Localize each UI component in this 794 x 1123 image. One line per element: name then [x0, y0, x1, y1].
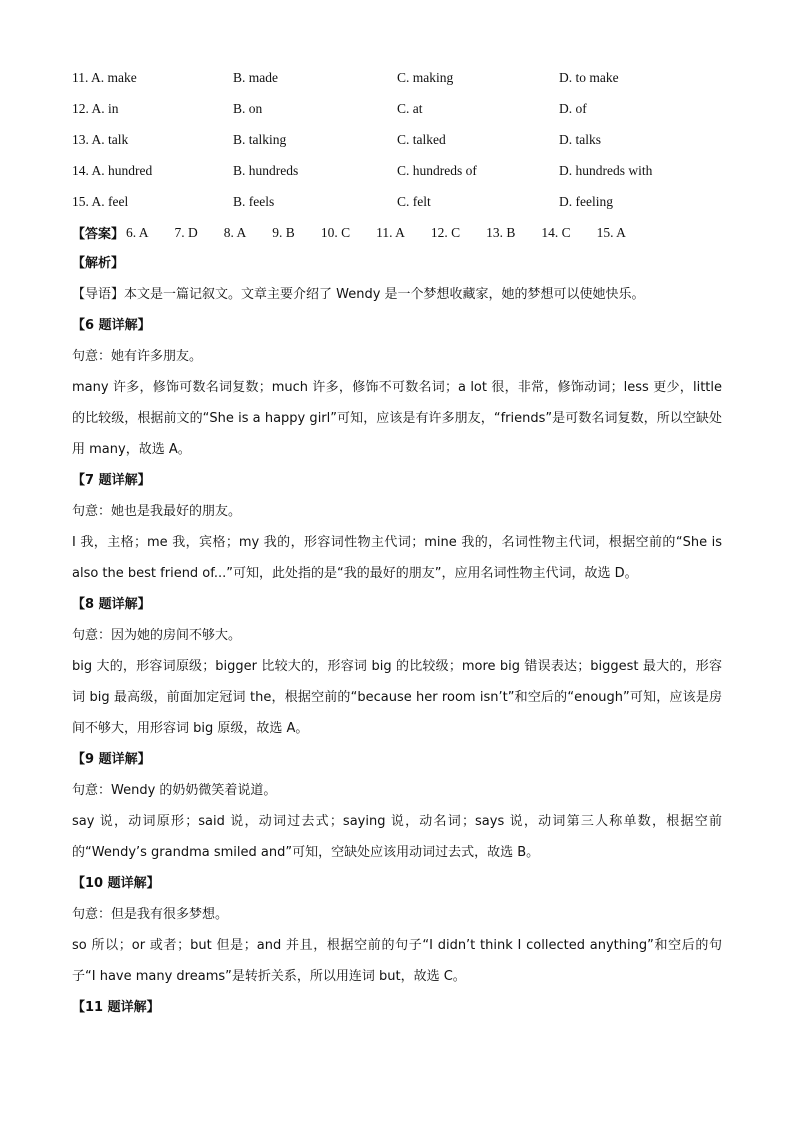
option-c: C. at: [397, 100, 423, 116]
answer-item: 7. D: [174, 224, 198, 240]
q10-explanation: so 所以；or 或者；but 但是；and 并且，根据空前的句子“I didn’t think I collected anything”和空后的句子“I have many dreams”是转折关系，所以用连词 but，故选 C。: [72, 938, 722, 984]
options-row-15: [72, 186, 722, 217]
q7-heading: 【7 题详解】: [72, 473, 151, 488]
option-b: B. on: [233, 100, 263, 116]
options-row-13: [72, 124, 722, 155]
option-a: 12. A. in: [72, 100, 119, 116]
option-d: D. hundreds with: [559, 162, 653, 178]
option-d: D. of: [559, 100, 587, 116]
option-b: B. made: [233, 69, 278, 85]
option-c: C. hundreds of: [397, 162, 477, 178]
answer-item: 10. C: [320, 224, 351, 240]
analysis-heading: 【解析】: [72, 256, 125, 271]
options-row-12: [72, 93, 722, 124]
answer-item: 14. C: [541, 224, 571, 240]
answer-item: 11. A: [376, 224, 405, 240]
q11-heading: 【11 题详解】: [72, 1000, 160, 1015]
answer-item: 15. A: [596, 224, 626, 240]
q8-heading: 【8 题详解】: [72, 597, 151, 612]
option-d: D. feeling: [559, 193, 613, 209]
guide-paragraph: 【导语】本文是一篇记叙文。文章主要介绍了 Wendy 是一个梦想收藏家，她的梦想可以使她快乐。: [72, 287, 645, 302]
answer-item: 13. B: [486, 224, 516, 240]
option-c: C. making: [397, 69, 454, 85]
option-d: D. to make: [559, 69, 619, 85]
document-page: [72, 62, 722, 1023]
options-row-14: [72, 155, 722, 186]
q10-heading: 【10 题详解】: [72, 876, 160, 891]
q8-meaning: 句意：因为她的房间不够大。: [72, 628, 242, 643]
answer-item: 9. B: [272, 224, 295, 240]
q6-explanation: many 许多，修饰可数名词复数；much 许多，修饰不可数名词；a lot 很，非常，修饰动词；less 更少，little 的比较级，根据前文的“She is a happy girl”可知，应该是有许多朋友，“friends”是可数名词复数，所以空缺处用 many，故选 A。: [72, 380, 722, 457]
q9-meaning: 句意：Wendy 的奶奶微笑着说道。: [72, 783, 277, 798]
option-a: 14. A. hundred: [72, 162, 153, 178]
option-c: C. talked: [397, 131, 446, 147]
q10-meaning: 句意：但是我有很多梦想。: [72, 907, 229, 922]
q9-explanation: say 说，动词原形；said 说，动词过去式；saying 说，动名词；says 说，动词第三人称单数，根据空前的“Wendy’s grandma smiled and”可知，空缺处应该用动词过去式，故选 B。: [72, 814, 722, 860]
answer-item: 12. C: [430, 224, 461, 240]
q7-meaning: 句意：她也是我最好的朋友。: [72, 504, 242, 519]
option-b: B. hundreds: [233, 162, 299, 178]
option-d: D. talks: [559, 131, 601, 147]
answer-label: 【答案】: [72, 227, 125, 242]
q7-explanation: I 我，主格；me 我，宾格；my 我的，形容词性物主代词；mine 我的，名词性物主代词，根据空前的“She is also the best friend of...”可知，此处指的是“我的最好的朋友”，应用名词性物主代词，故选 D。: [72, 535, 722, 581]
option-c: C. felt: [397, 193, 431, 209]
option-a: 15. A. feel: [72, 193, 129, 209]
options-row-11: [72, 62, 722, 93]
option-b: B. talking: [233, 131, 287, 147]
answer-key: [72, 217, 722, 248]
q6-meaning: 句意：她有许多朋友。: [72, 349, 203, 364]
answer-item: 8. A: [223, 224, 247, 240]
answer-item: 6. A: [126, 224, 149, 240]
q9-heading: 【9 题详解】: [72, 752, 151, 767]
q6-heading: 【6 题详解】: [72, 318, 151, 333]
option-a: 13. A. talk: [72, 131, 129, 147]
option-a: 11. A. make: [72, 69, 137, 85]
option-b: B. feels: [233, 193, 275, 209]
q8-explanation: big 大的，形容词原级；bigger 比较大的，形容词 big 的比较级；more big 错误表达；biggest 最大的，形容词 big 最高级，前面加定冠词 the，根据空前的“because her room isn’t”和空后的“enough”可知，应该是房间不够大，用形容词 big 原级，故选 A。: [72, 659, 722, 736]
